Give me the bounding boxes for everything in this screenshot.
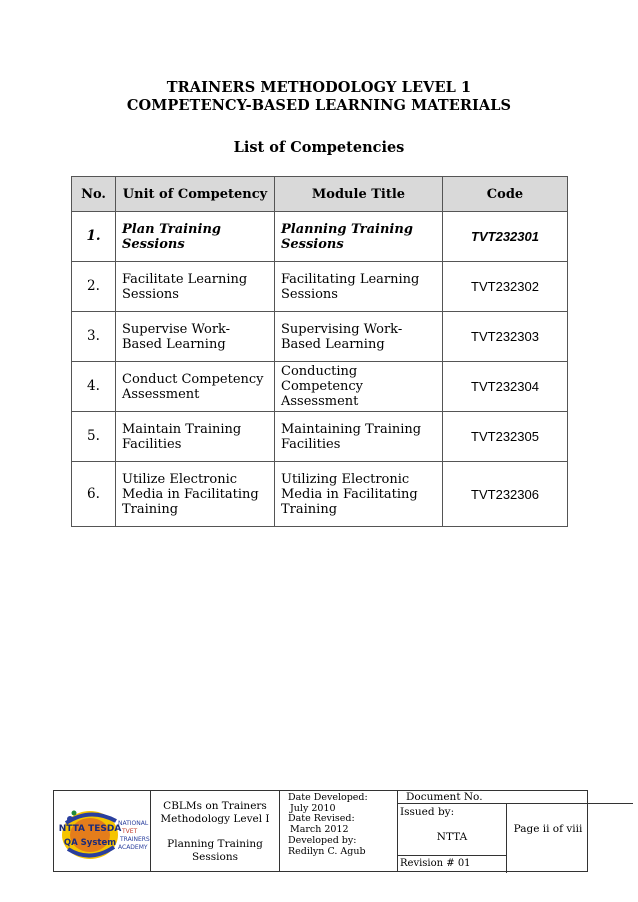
issued-by-label: Issued by: [400,806,455,818]
col-header-no: No. [72,177,116,212]
col-header-unit: Unit of Competency [116,177,275,212]
row-unit: Utilize Electronic Media in Facilitating Training [116,462,275,527]
dates-cell [280,791,398,871]
row-code: TVT232306 [443,462,568,527]
row-module: Supervising Work-Based Learning [275,312,443,362]
row-code: TVT232305 [443,412,568,462]
row-no: 4. [72,362,116,412]
revision-number: Revision # 01 [400,858,471,869]
document-no-label: Document No. [406,791,483,803]
row-no: 5. [72,412,116,462]
row-no: 3. [72,312,116,362]
logo-word-trainers: TRAINERS [120,836,150,843]
document-footer [53,790,588,872]
row-module: Utilizing Electronic Media in Facilitating Training [275,462,443,527]
date-developed-label: Date Developed: [288,792,368,803]
row-code: TVT232302 [443,262,568,312]
cblm-line4: Sessions [191,851,238,863]
date-revised-label: Date Revised: [288,813,355,824]
cblm-cell [151,791,280,871]
cblm-line2: Methodology Level I [160,813,270,825]
row-code: TVT232301 [443,212,568,262]
table-row [72,412,568,462]
row-code: TVT232303 [443,312,568,362]
ntta-tesda-logo [58,803,150,865]
row-no: 2. [72,262,116,312]
page-title-line2: COMPETENCY-BASED LEARNING MATERIALS [126,97,512,114]
cblm-line3: Planning Training [167,838,263,850]
developed-by-value: Redilyn C. Agub [288,846,366,857]
col-header-module: Module Title [275,177,443,212]
row-code: TVT232304 [443,362,568,412]
issued-by-value: NTTA [436,831,468,843]
table-row [72,462,568,527]
date-revised-value: March 2012 [290,824,349,835]
table-header-row [72,177,568,212]
col-header-code: Code [443,177,568,212]
row-unit: Maintain Training Facilities [116,412,275,462]
page-cell [507,791,589,871]
page-title-line1: TRAINERS METHODOLOGY LEVEL 1 [166,79,472,96]
logo-cell [54,791,151,871]
svg-text:NTTA TESDA: NTTA TESDA [58,824,122,834]
row-unit: Plan Training Sessions [116,212,275,262]
row-no: 1. [72,212,116,262]
svg-text:QA System: QA System [63,838,117,848]
date-developed-value: July 2010 [290,803,336,814]
page-number: Page ii of viii [513,823,583,835]
row-unit: Conduct Competency Assessment [116,362,275,412]
row-module: Facilitating Learning Sessions [275,262,443,312]
row-unit: Facilitate Learning Sessions [116,262,275,312]
logo-word-academy: ACADEMY [118,844,148,851]
cblm-line1: CBLMs on Trainers [163,800,267,812]
competency-table [71,176,568,527]
table-row [72,312,568,362]
developed-by-label: Developed by: [288,835,357,846]
document-info-cell [398,791,507,871]
row-no: 6. [72,462,116,527]
list-subtitle: List of Competencies [233,139,405,156]
row-module: Maintaining Training Facilities [275,412,443,462]
table-row [72,262,568,312]
logo-word-tvet: TVET [122,828,138,835]
row-module: Conducting Competency Assessment [275,362,443,412]
row-module: Planning Training Sessions [275,212,443,262]
logo-word-national: NATIONAL [118,820,149,827]
table-row [72,362,568,412]
row-unit: Supervise Work-Based Learning [116,312,275,362]
table-row [72,212,568,262]
